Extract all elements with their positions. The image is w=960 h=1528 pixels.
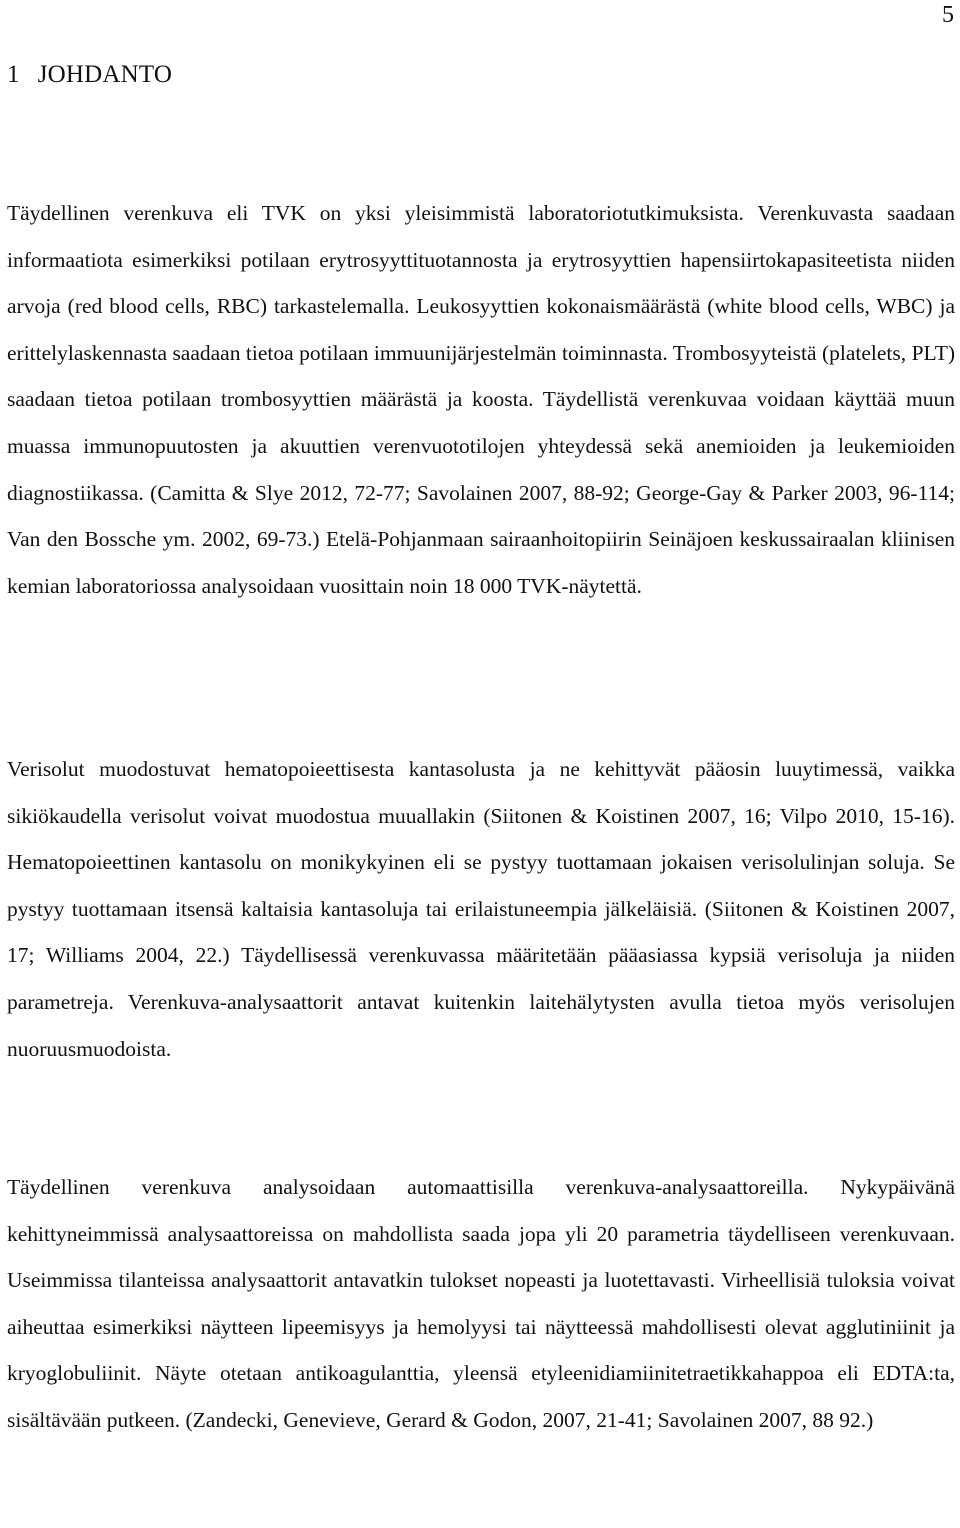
page-number: 5 bbox=[942, 2, 954, 28]
paragraph-intro: Täydellinen verenkuva eli TVK on yksi yleisimmistä laboratoriotutkimuksista. Verenkuvasta saadaan informaatiota esimerkiksi potilaan erytrosyyttituotannosta ja erytrosyyttien hapensiirtokapasiteetista niiden arvoja (red blood cells, RBC) tarkastelemalla. Leukosyyttien kokonaismäärästä (white blood cells, WBC) ja erittelylaskennasta saadaan tietoa potilaan immuunijärjestelmän toiminnasta. Trombosyyteistä (platelets, PLT) saadaan tietoa potilaan trombosyyttien määrästä ja koosta. Täydellistä verenkuvaa voidaan käyttää muun muassa immunopuutosten ja akuuttien verenvuototilojen yhteydessä sekä anemioiden ja leukemioiden diagnostiikassa. (Camitta & Slye 2012, 72-77; Savolainen 2007, 88-92; George-Gay & Parker 2003, 96-114; Van den Bossche ym. 2002, 69-73.) Etelä-Pohjanmaan sairaanhoitopiirin Seinäjoen keskussairaalan kliinisen kemian laboratoriossa analysoidaan vuosittain noin 18 000 TVK-näytettä. bbox=[7, 201, 955, 598]
paragraph-hematopoiesis: Verisolut muodostuvat hematopoieettisesta kantasolusta ja ne kehittyvät pääosin luuytimessä, vaikka sikiökaudella verisolut voivat muodostua muuallakin (Siitonen & Koistinen 2007, 16; Vilpo 2010, 15-16). Hematopoieettinen kantasolu on monikykyinen eli se pystyy tuottamaan jokaisen verisolulinjan soluja. Se pystyy tuottamaan itsensä kaltaisia kantasoluja tai erilaistuneempia jälkeläisiä. (Siitonen & Koistinen 2007, 17; Williams 2004, 22.) Täydellisessä verenkuvassa määritetään pääasiassa kypsiä verisoluja ja niiden parametreja. Verenkuva-analysaattorit antavat kuitenkin laitehälytysten avulla tietoa myös verisolujen nuoruusmuodoista. bbox=[7, 757, 955, 1061]
chapter-heading bbox=[7, 60, 172, 90]
chapter-number: 1 bbox=[7, 61, 20, 88]
paragraph-analysis: Täydellinen verenkuva analysoidaan automaattisilla verenkuva-analysaattoreilla. Nykypäivänä kehittyneimmissä analysaattoreissa on mahdollista saada jopa yli 20 parametria täydelliseen verenkuvaan. Useimmissa tilanteissa analysaattorit antavatkin tulokset nopeasti ja luotettavasti. Virheellisiä tuloksia voivat aiheuttaa esimerkiksi näytteen lipeemisyys ja hemolyysi tai näytteessä mahdollisesti olevat agglutiniinit ja kryoglobuliinit. Näyte otetaan antikoagulanttia, yleensä etyleenidiamiinitetraetikkahappoa eli EDTA:ta, sisältävään putkeen. (Zandecki, Genevieve, Gerard & Godon, 2007, 21-41; Savolainen 2007, 88 92.) bbox=[7, 1175, 955, 1432]
chapter-title: JOHDANTO bbox=[37, 61, 173, 88]
